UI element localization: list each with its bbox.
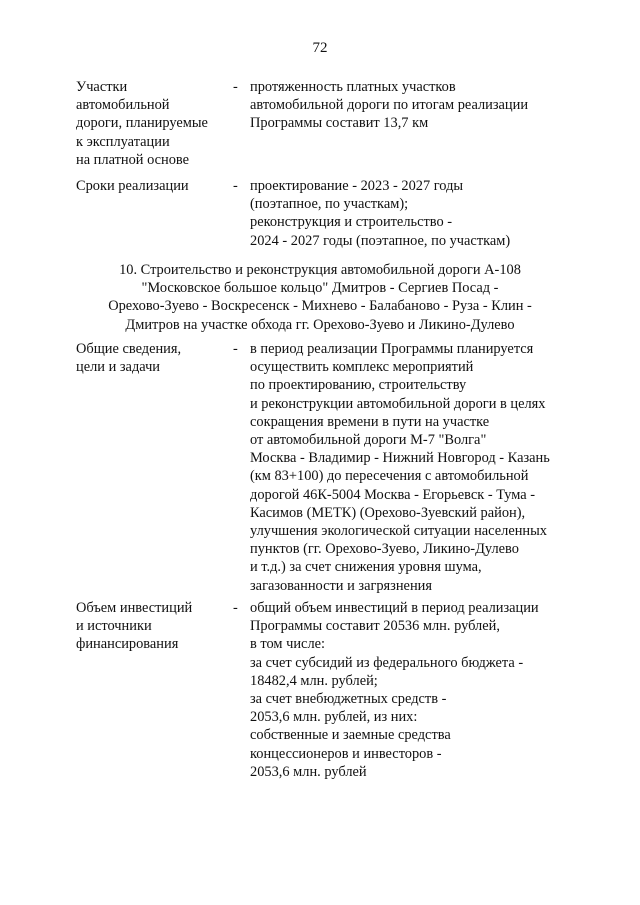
value-line: Касимов (МЕТК) (Орехово-Зуевский район), — [250, 504, 526, 521]
value-line: проектирование - 2023 - 2027 годы — [250, 178, 464, 194]
value-line: концессионеров и инвесторов - — [250, 745, 442, 762]
value-line: (км 83+100) до пересечения с автомобильной — [250, 468, 529, 485]
label-line: цели и задачи — [76, 359, 161, 376]
section-label — [76, 78, 226, 169]
value-line: дорогой 46К-5004 Москва - Егорьевск - Тума - — [250, 486, 536, 503]
label-line: автомобильной — [76, 97, 170, 114]
value-line: за счет внебюджетных средств - — [250, 691, 447, 708]
value-line: сокращения времени в пути на участке — [250, 413, 490, 430]
value-line: загазованности и загрязнения — [250, 577, 432, 594]
value-line: Москва - Владимир - Нижний Новгород - Казань — [250, 450, 550, 467]
page-number: 72 — [312, 40, 328, 56]
label-line: и источники — [76, 618, 152, 635]
value-line: 2053,6 млн. рублей, из них: — [250, 709, 418, 726]
label-line: дороги, планируемые — [76, 115, 208, 132]
value-line: 2053,6 млн. рублей — [250, 763, 367, 780]
heading-line: 10. Строительство и реконструкция автомобильной дороги А-108 — [119, 262, 521, 278]
label-line: Общие сведения, — [76, 341, 182, 357]
section-label — [76, 340, 226, 376]
heading-line: "Московское большое кольцо" Дмитров - Сергиев Посад - — [141, 280, 499, 297]
dash-separator: - — [233, 600, 238, 616]
heading-line: Дмитров на участке обхода гг. Орехово-Зуево и Ликино-Дулево — [125, 316, 515, 333]
value-line: Программы составит 20536 млн. рублей, — [250, 618, 500, 635]
value-line: (поэтапное, по участкам); — [250, 196, 409, 213]
value-line: автомобильной дороги по итогам реализации — [250, 97, 529, 114]
label-line: Участки — [76, 79, 128, 95]
value-line: 2024 - 2027 годы (поэтапное, по участкам) — [250, 232, 511, 249]
label-line: к эксплуатации — [76, 133, 170, 150]
label-line: финансирования — [76, 636, 179, 653]
value-line: и т.д.) за счет снижения уровня шума, — [250, 559, 482, 576]
value-line: реконструкция и строительство - — [250, 214, 453, 231]
dash-separator: - — [233, 79, 238, 95]
value-line: пунктов (гг. Орехово-Зуево, Ликино-Дулево — [250, 541, 519, 558]
value-line: 18482,4 млн. рублей; — [250, 672, 378, 689]
label-line: на платной основе — [76, 151, 190, 168]
heading-line: Орехово-Зуево - Воскресенск - Михнево - Балабаново - Руза - Клин - — [108, 298, 532, 315]
section-heading — [0, 261, 640, 334]
value-line: за счет субсидий из федерального бюджета - — [250, 654, 524, 671]
section-label — [76, 599, 226, 654]
section-value — [250, 78, 580, 133]
section-label — [76, 177, 226, 195]
label-line: Сроки реализации — [76, 178, 189, 194]
section-value — [250, 340, 580, 595]
value-line: протяженность платных участков — [250, 79, 456, 95]
dash-separator: - — [233, 178, 238, 194]
value-line: в период реализации Программы планируется — [250, 341, 534, 357]
value-line: в том числе: — [250, 636, 326, 653]
value-line: осуществить комплекс мероприятий — [250, 359, 474, 376]
label-line: Объем инвестиций — [76, 600, 193, 616]
value-line: общий объем инвестиций в период реализации — [250, 600, 539, 616]
value-line: собственные и заемные средства — [250, 727, 451, 744]
section-value — [250, 599, 580, 781]
dash-separator: - — [233, 341, 238, 357]
value-line: улучшения экологической ситуации населенных — [250, 523, 547, 540]
value-line: Программы составит 13,7 км — [250, 115, 429, 132]
value-line: от автомобильной дороги М-7 "Волга" — [250, 432, 487, 449]
section-value — [250, 177, 580, 250]
value-line: и реконструкции автомобильной дороги в целях — [250, 395, 546, 412]
value-line: по проектированию, строительству — [250, 377, 467, 394]
